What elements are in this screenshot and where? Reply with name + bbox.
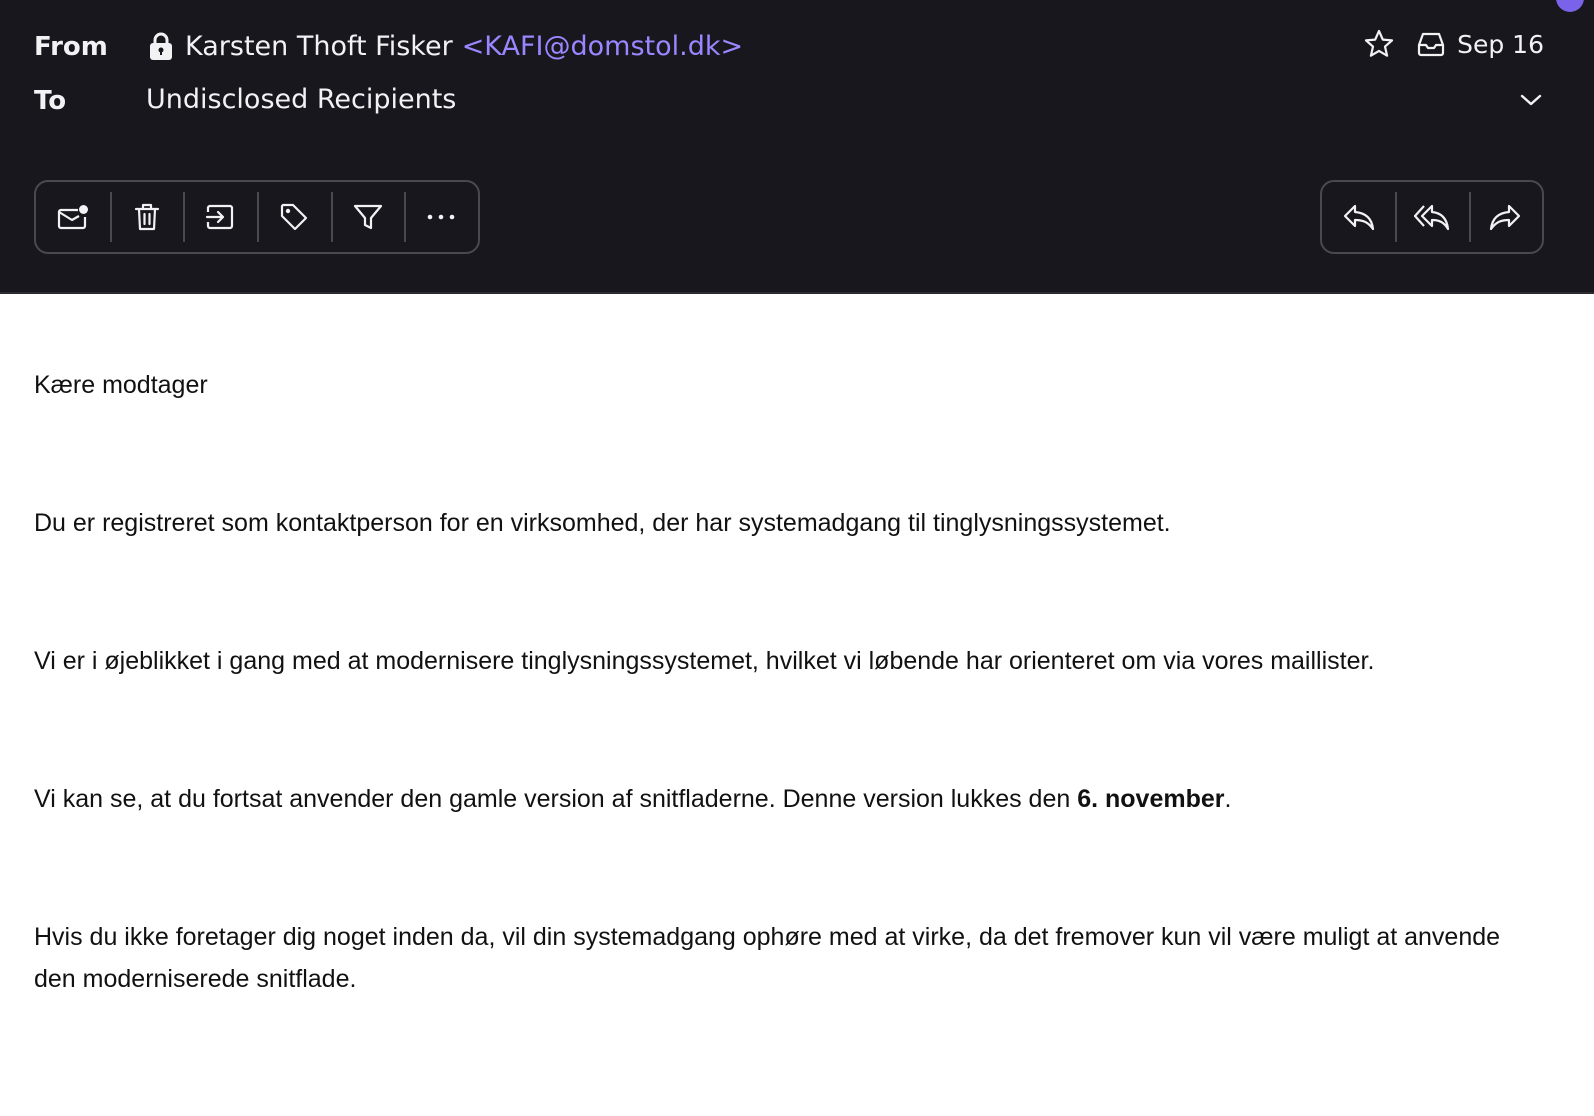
reply-all-button[interactable]	[1395, 182, 1468, 252]
label-button[interactable]	[257, 182, 331, 252]
filter-button[interactable]	[331, 182, 405, 252]
mark-unread-icon	[56, 202, 90, 232]
to-label: To	[34, 86, 67, 116]
reply-toolbar	[1320, 180, 1544, 254]
paragraph-consequence: Hvis du ikke foretager dig noget inden da, vil din systemadgang ophøre med at virke, da det fremover kun vil være muligt at anvende den moderniserede snitflade.	[34, 923, 1501, 993]
message-date: Sep 16	[1457, 29, 1544, 59]
paragraph-old-version-end: .	[1224, 785, 1232, 813]
sender-email[interactable]: <KAFI@domstol.dk>	[461, 30, 744, 62]
reply-icon	[1342, 202, 1376, 232]
reply-button[interactable]	[1322, 182, 1395, 252]
reply-all-icon	[1414, 202, 1450, 232]
star-icon[interactable]	[1363, 28, 1395, 60]
tag-icon	[278, 201, 310, 233]
delete-button[interactable]	[110, 182, 184, 252]
paragraph-old-version-text: Vi kan se, at du fortsat anvender den gamle version af snitfladerne. Denne version lukkes den	[34, 785, 1078, 813]
forward-button[interactable]	[1469, 182, 1542, 252]
header-actions	[1363, 28, 1544, 60]
filter-icon	[352, 201, 384, 233]
trash-icon	[132, 201, 162, 233]
sender-name: Karsten Thoft Fisker	[185, 30, 453, 62]
forward-icon	[1488, 202, 1522, 232]
chevron-down-icon[interactable]	[1518, 90, 1544, 110]
lock-icon	[146, 30, 176, 62]
inbox-icon[interactable]	[1415, 28, 1447, 60]
from-label: From	[34, 32, 108, 62]
paragraph-old-version	[34, 778, 1534, 820]
message-toolbar	[34, 180, 480, 254]
more-button[interactable]	[404, 182, 478, 252]
move-icon	[204, 202, 236, 232]
recipients[interactable]: Undisclosed Recipients	[146, 84, 457, 115]
shield-badge-icon	[1556, 0, 1584, 12]
more-icon	[426, 212, 456, 222]
paragraph-modernisation: Vi er i øjeblikket i gang med at modernisere tinglysningssystemet, hvilket vi løbende har orienteret om via vores maillister.	[34, 647, 1375, 675]
message-header	[0, 0, 1594, 294]
paragraph-registration: Du er registreret som kontaktperson for en virksomhed, der har systemadgang til tinglysningssystemet.	[34, 509, 1171, 537]
mark-unread-button[interactable]	[36, 182, 110, 252]
closing-date: 6. november	[1077, 785, 1225, 813]
sender[interactable]	[146, 30, 743, 62]
move-button[interactable]	[183, 182, 257, 252]
greeting: Kære modtager	[34, 371, 208, 399]
